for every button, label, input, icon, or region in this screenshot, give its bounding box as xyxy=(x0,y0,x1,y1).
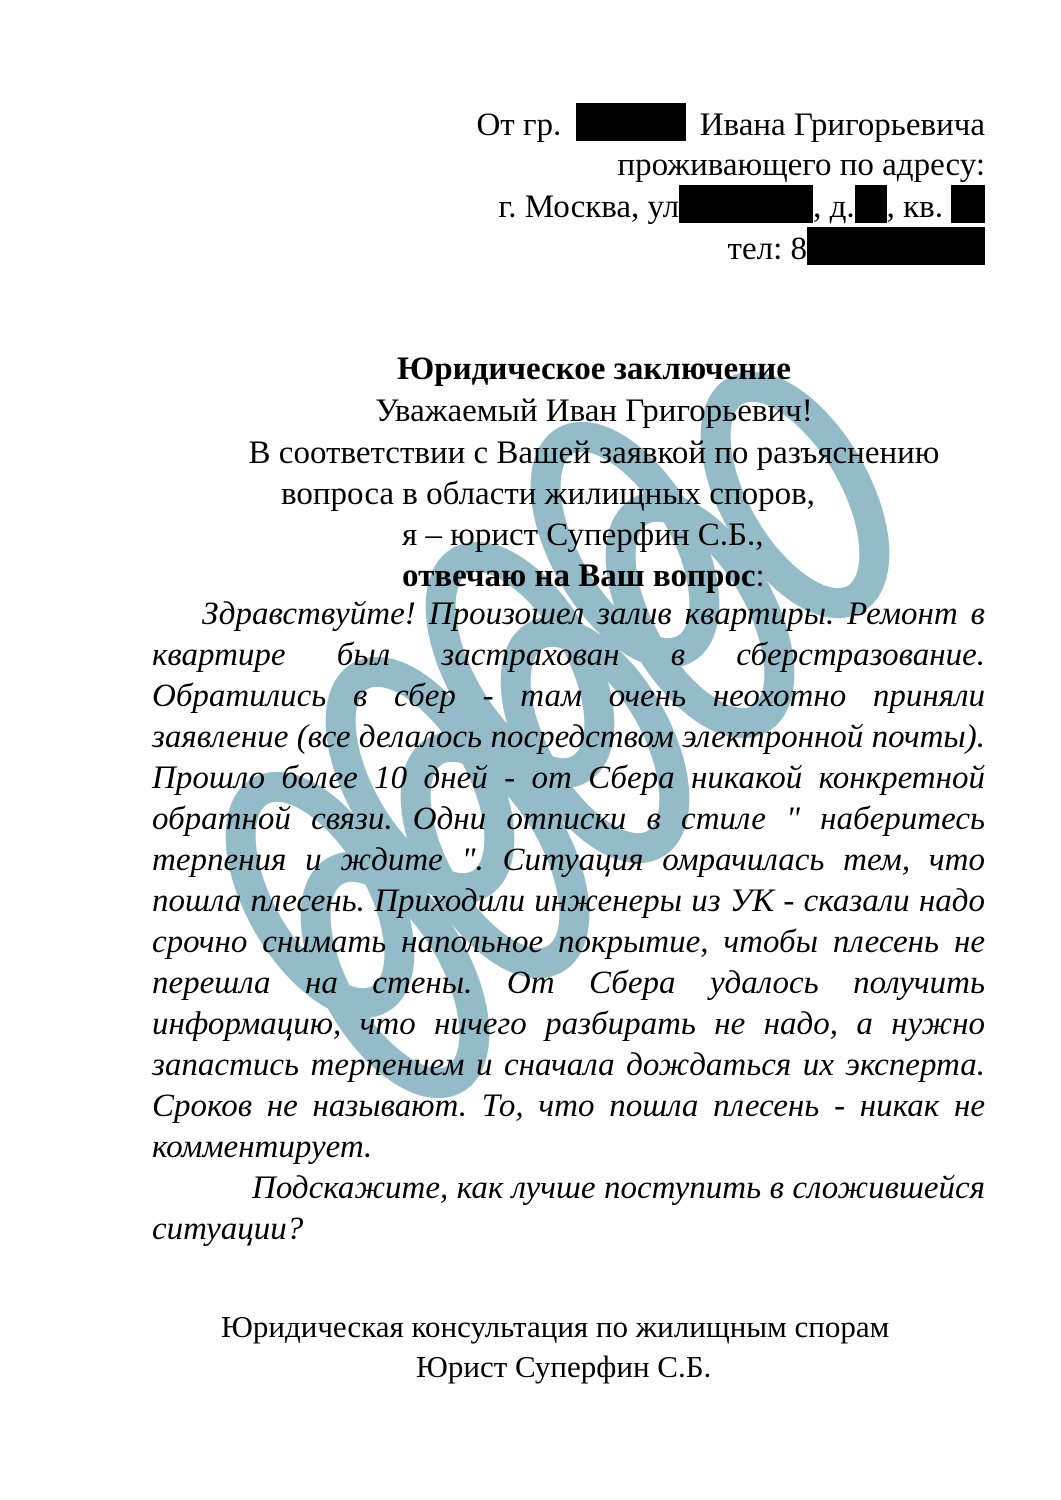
header-address-house: , д. xyxy=(813,189,855,225)
intro-line-3: я – юрист Суперфин С.Б., xyxy=(402,517,764,553)
question-text xyxy=(152,594,985,1250)
question-paragraph-2: Подскажите, как лучше поступить в сложившейся ситуации? xyxy=(152,1170,985,1247)
answer-colon: : xyxy=(755,558,765,594)
answer-bold: отвечаю на Ваш вопрос xyxy=(402,558,756,594)
intro-line-2: вопроса в области жилищных споров, xyxy=(281,476,815,512)
intro-line-1: В соответствии с Вашей заявкой по разъяснению xyxy=(248,435,940,471)
question-paragraph-1: Здравствуйте! Произошел залив квартиры. Ремонт в квартире был застрахован в сберстразование. Обратились в сбер - там очень неохотно приняли заявление (все делалось посредством электронной почты). Прошло более 10 дней - от Сбера никакой конкретной обратной связи. Одни отписки в стиле " наберитесь терпения и ждите ". Ситуация омрачилась тем, что пошла плесень. Приходили инженеры из УК - сказали надо срочно снимать напольное покрытие, чтобы плесень не перешла на стены. От Сбера удалось получить информацию, что ничего разбирать не надо, а нужно запастись терпением и сначала дождаться их эксперта. Сроков не называют. То, что пошла плесень - никак не комментирует. xyxy=(152,596,985,1165)
header-from-name: Ивана Григорьевича xyxy=(699,107,985,143)
redacted-house xyxy=(855,185,887,223)
header-address-line xyxy=(498,185,985,227)
footer-line-2: Юрист Суперфин С.Б. xyxy=(416,1349,712,1384)
redacted-phone xyxy=(807,227,985,265)
header-residing: проживающего по адресу: xyxy=(617,147,985,183)
footer-line-1: Юридическая консультация по жилищным спорам xyxy=(221,1309,890,1344)
header-from-prefix: От гр. xyxy=(476,107,562,143)
redacted-surname xyxy=(576,103,686,141)
greeting: Уважаемый Иван Григорьевич! xyxy=(375,393,813,429)
header-address-city: г. Москва, ул xyxy=(498,189,680,225)
header-phone-prefix: тел: 8 xyxy=(727,231,807,267)
redacted-apartment xyxy=(951,185,985,223)
header-residing-line xyxy=(617,145,985,185)
header-address-apt: , кв. xyxy=(886,189,943,225)
header-phone-line xyxy=(728,227,985,269)
answer-line xyxy=(402,556,765,596)
document-heading: Юридическое заключение xyxy=(397,351,791,387)
redacted-street xyxy=(679,185,813,223)
header-from-line xyxy=(476,103,985,145)
